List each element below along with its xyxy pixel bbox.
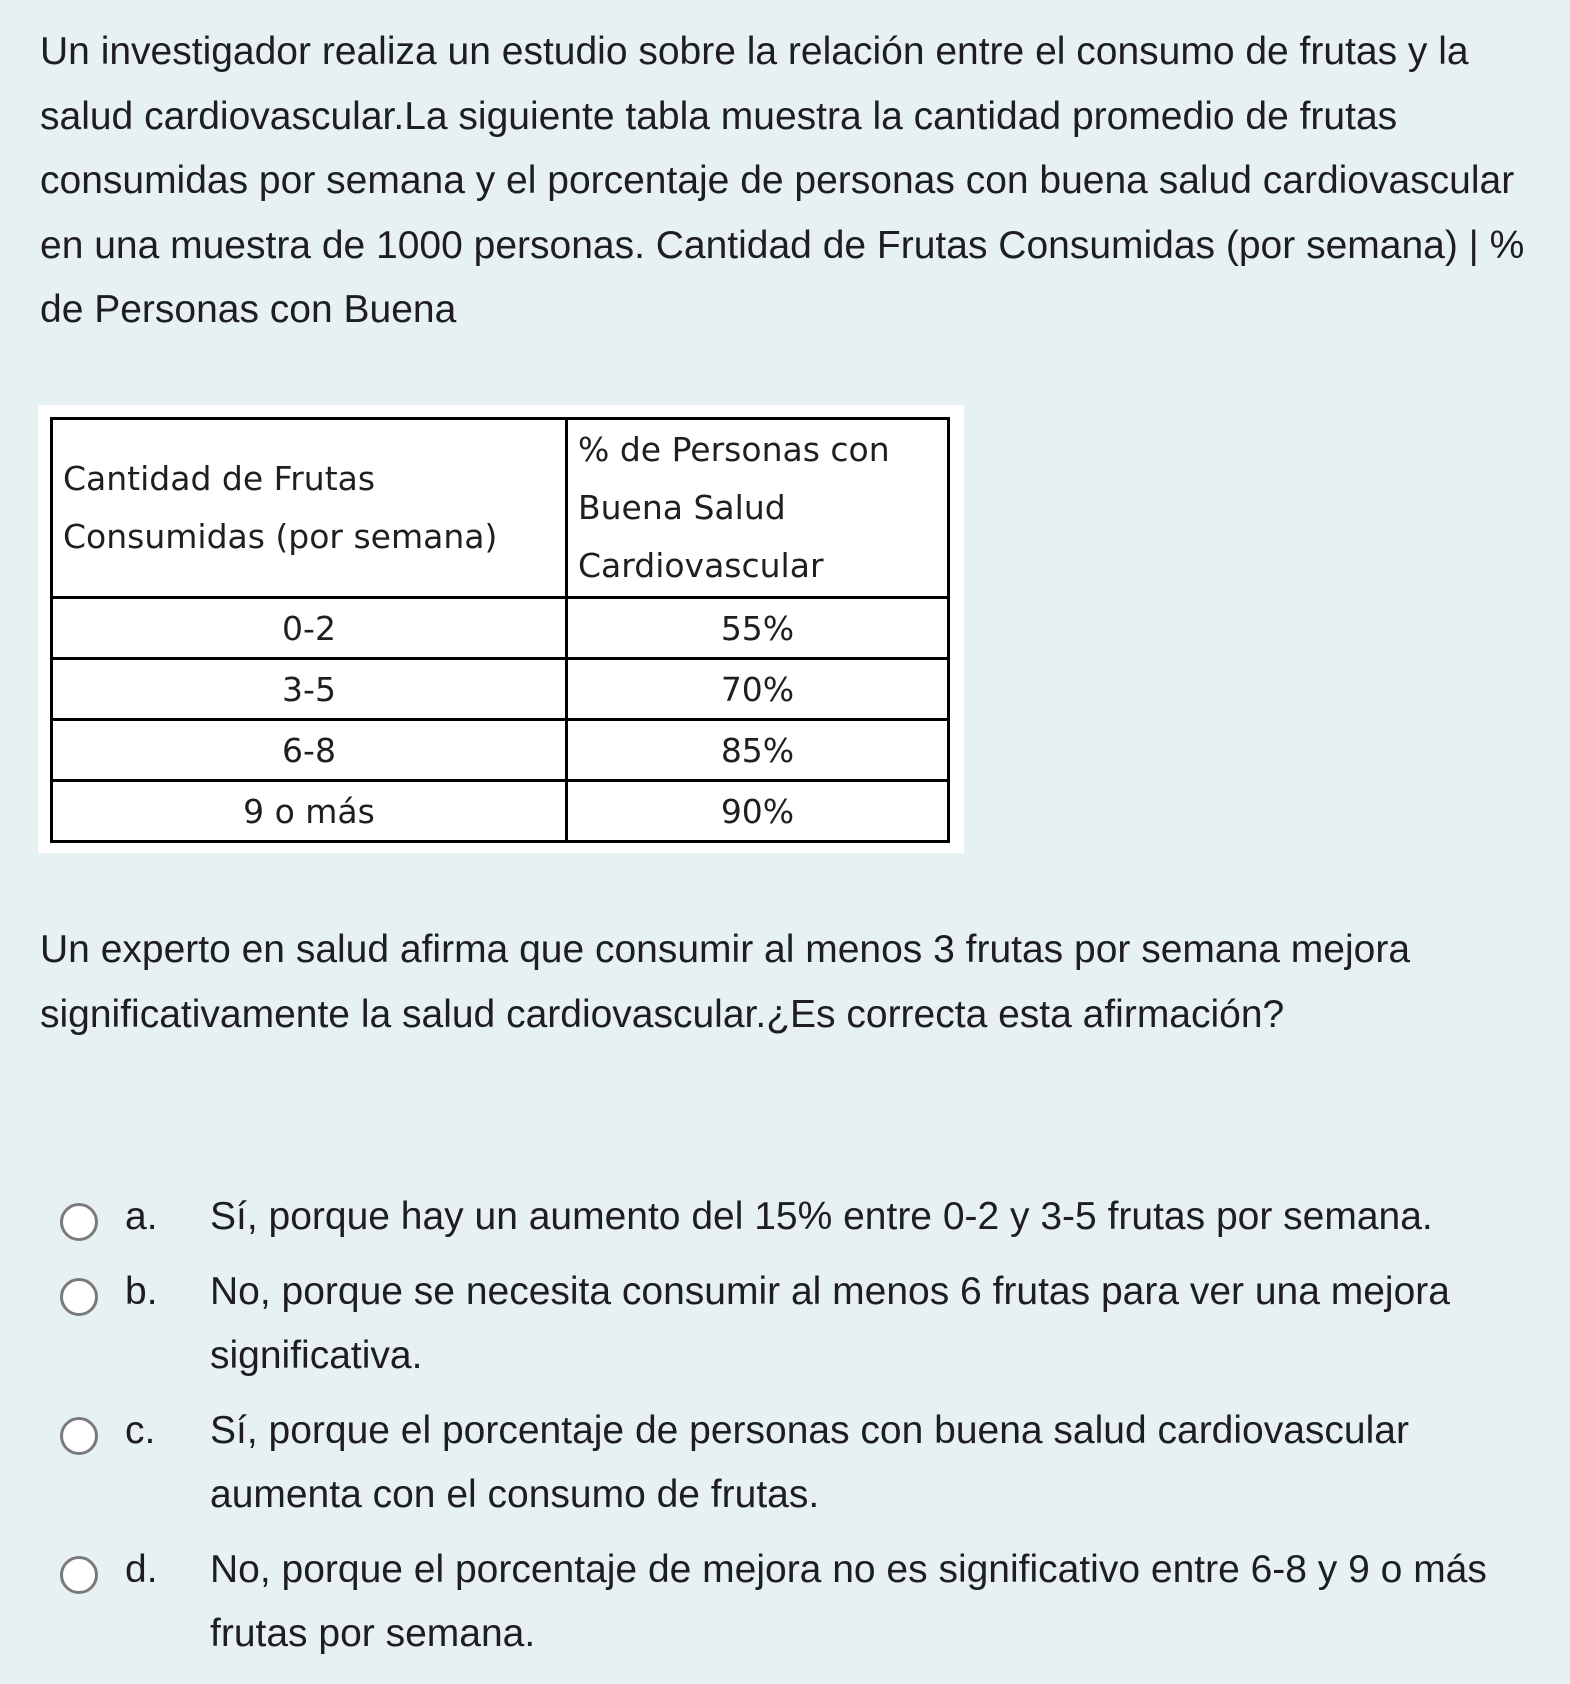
option-letter: a.: [125, 1195, 158, 1238]
cell-percent: 55%: [567, 598, 949, 659]
table-row: [52, 598, 949, 659]
table-row: [52, 659, 949, 720]
cell-fruit-range: 6-8: [52, 720, 567, 781]
radio-button-b[interactable]: [60, 1278, 98, 1316]
question-claim: Un experto en salud afirma que consumir al menos 3 frutas por semana mejora significativamente la salud cardiovascular.¿Es correcta esta afirmación?: [40, 928, 1411, 1036]
option-text[interactable]: Sí, porque el porcentaje de personas con buena salud cardiovascular aumenta con el consumo de frutas.: [210, 1408, 1409, 1516]
option-d[interactable]: [60, 1538, 1550, 1667]
answer-options: [60, 1185, 1550, 1677]
table-row: [52, 781, 949, 842]
table-row: [52, 720, 949, 781]
option-c[interactable]: [60, 1399, 1550, 1528]
cell-percent: 70%: [567, 659, 949, 720]
option-text[interactable]: Sí, porque hay un aumento del 15% entre 0-2 y 3-5 frutas por semana.: [210, 1195, 1433, 1238]
radio-button-c[interactable]: [60, 1417, 98, 1455]
cell-fruit-range: 0-2: [52, 598, 567, 659]
data-table-image: [38, 405, 964, 853]
cell-fruit-range: 9 o más: [52, 781, 567, 842]
header-good-health-percent: % de Personas con Buena Salud Cardiovascular: [567, 419, 949, 598]
option-letter: d.: [125, 1547, 158, 1591]
option-b[interactable]: [60, 1260, 1550, 1389]
table-header-row: [52, 419, 949, 598]
option-text[interactable]: No, porque el porcentaje de mejora no es significativo entre 6-8 y 9 o más frutas por semana.: [210, 1547, 1487, 1655]
cell-fruit-range: 3-5: [52, 659, 567, 720]
option-letter: b.: [125, 1269, 158, 1313]
option-text[interactable]: No, porque se necesita consumir al menos 6 frutas para ver una mejora significativa.: [210, 1269, 1450, 1377]
radio-button-a[interactable]: [60, 1203, 98, 1241]
cell-percent: 90%: [567, 781, 949, 842]
fruit-health-table: [50, 417, 950, 843]
header-fruit-quantity: Cantidad de Frutas Consumidas (por semana): [52, 419, 567, 598]
radio-button-d[interactable]: [60, 1556, 98, 1594]
question-intro: Un investigador realiza un estudio sobre la relación entre el consumo de frutas y la salud cardiovascular.La siguiente tabla muestra la cantidad promedio de frutas consumidas por semana y el porcentaje de personas con buena salud cardiovascular en una muestra de 1000 personas. Cantidad de Frutas Consumidas (por semana) | % de Personas con Buena: [40, 30, 1525, 331]
option-a[interactable]: [60, 1185, 1550, 1250]
cell-percent: 85%: [567, 720, 949, 781]
option-letter: c.: [125, 1408, 156, 1452]
